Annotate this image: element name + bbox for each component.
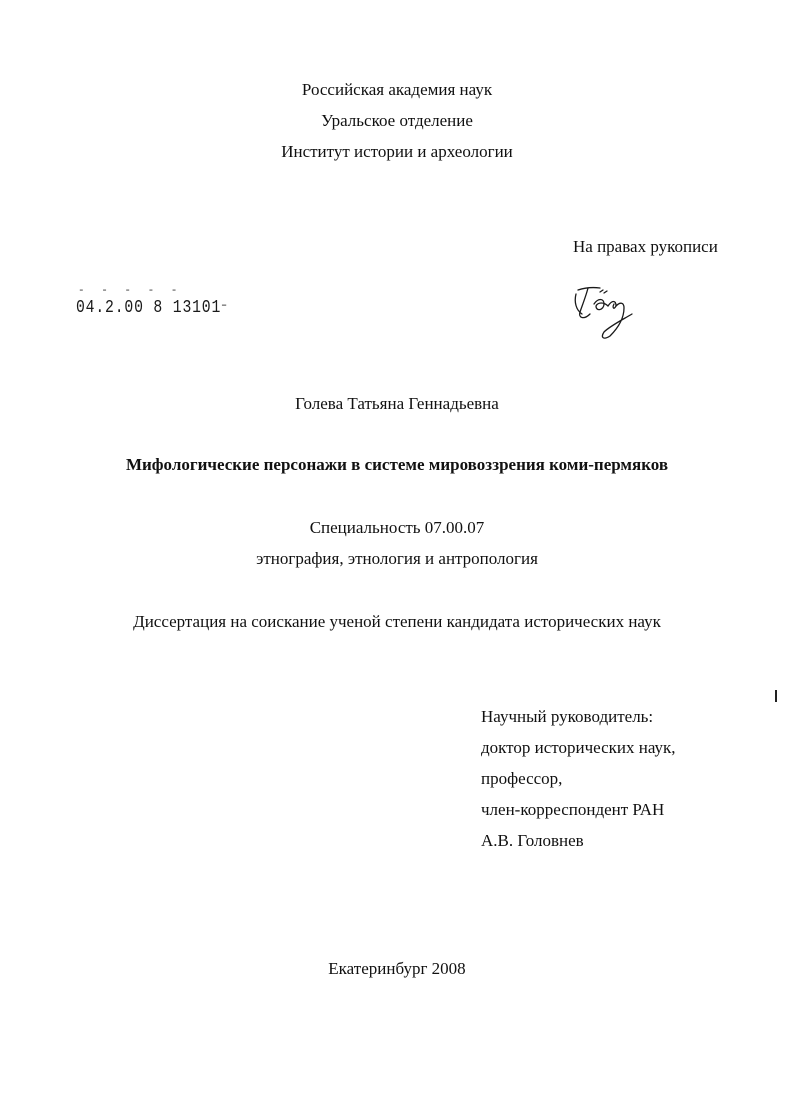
dissertation-title: Мифологические персонажи в системе мировоззрения коми-пермяков (125, 455, 669, 474)
manuscript-rights-note: На правах рукописи (573, 237, 718, 256)
advisor-label: Научный руководитель: (481, 707, 654, 726)
branch-name: Уральское отделение (321, 111, 473, 130)
registration-code: 04.2.00 8 13101– (76, 298, 228, 318)
specialty-code: Специальность 07.00.07 (309, 518, 485, 537)
advisor-name: А.В. Головнев (481, 831, 584, 850)
dissertation-description: Диссертация на соискание ученой степени кандидата исторических наук (133, 612, 661, 631)
advisor-rank: профессор, (481, 769, 563, 788)
author-name: Голева Татьяна Геннадьевна (295, 394, 499, 413)
institute-name: Институт истории и археологии (281, 142, 513, 161)
registration-dots: - - - - - (78, 285, 183, 297)
margin-mark (775, 690, 777, 702)
city-year: Екатеринбург 2008 (328, 959, 466, 978)
specialty-name: этнография, этнология и антропология (256, 549, 538, 568)
advisor-degree: доктор исторических наук, (481, 738, 676, 757)
signature-mark (570, 282, 640, 349)
academy-name: Российская академия наук (301, 80, 493, 99)
advisor-membership: член-корреспондент РАН (481, 800, 665, 819)
